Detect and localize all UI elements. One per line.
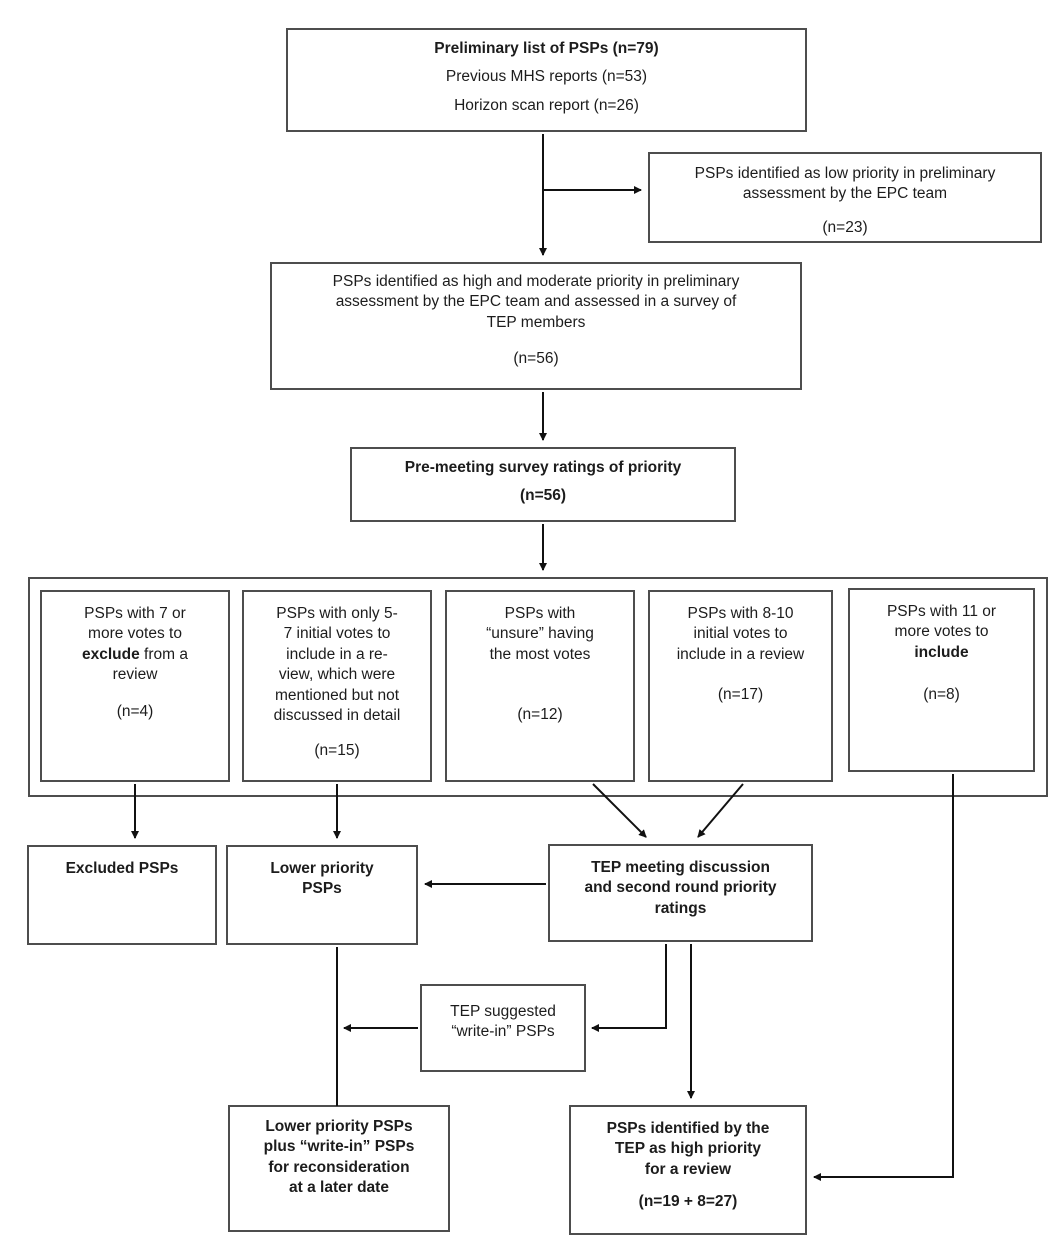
votes-5-7-count: (n=15) (314, 741, 360, 759)
votes-8-10-count: (n=17) (717, 686, 764, 704)
votes-8-10-line1: PSPs with 8-10 (687, 605, 794, 622)
excluded-title: Excluded PSPs (65, 860, 179, 877)
preliminary-source-mhs: Previous MHS reports (n=53) (445, 68, 648, 86)
votes-8-10-line3: include in a review (676, 645, 805, 663)
high-moderate-count: (n=56) (513, 350, 559, 368)
box-excluded-psps (27, 845, 217, 945)
lower-plus-line3: for reconsideration (268, 1158, 410, 1176)
connector-include-to-highpriority (814, 774, 953, 1177)
box-tep-meeting (548, 844, 813, 942)
votes-unsure-line3: the most votes (489, 645, 591, 663)
high-priority-line1: PSPs identified by the (606, 1120, 770, 1137)
preliminary-title: Preliminary list of PSPs (n=79) (434, 40, 659, 57)
high-moderate-text-line1: PSPs identified as high and moderate priority in preliminary (332, 273, 740, 290)
lower-plus-line1: Lower priority PSPs (265, 1118, 413, 1135)
box-premeeting-survey (350, 447, 736, 522)
box-high-moderate-priority (270, 262, 802, 390)
votes-include-line1: PSPs with 11 or (886, 603, 997, 620)
connector-tepmeeting-to-writein (592, 944, 666, 1028)
box-votes-5-7 (242, 590, 432, 782)
high-moderate-text-line2: assessment by the EPC team and assessed in a survey of (335, 293, 737, 311)
tep-meeting-line3: ratings (654, 899, 707, 917)
votes-5-7-line6: discussed in detail (273, 707, 401, 725)
box-lower-priority-psps (226, 845, 418, 945)
box-writein-psps (420, 984, 586, 1072)
box-preliminary-list (286, 28, 807, 132)
lower-priority-line2: PSPs (302, 880, 342, 898)
votes-include-bold-word: include (914, 643, 969, 661)
box-low-priority-epc (648, 152, 1042, 243)
high-priority-line3: for a review (644, 1160, 732, 1178)
votes-5-7-line5: mentioned but not (274, 686, 400, 704)
high-priority-count: (n=19 + 8=27) (638, 1193, 738, 1211)
box-votes-include (848, 588, 1035, 772)
votes-5-7-line3: include in a re- (286, 645, 388, 663)
box-votes-unsure (445, 590, 635, 782)
lower-plus-line2: plus “write-in” PSPs (263, 1138, 415, 1156)
box-lower-priority-plus-writein (228, 1105, 450, 1232)
premeeting-count: (n=56) (519, 487, 567, 505)
tep-meeting-line1: TEP meeting discussion (591, 859, 770, 876)
preliminary-source-horizon: Horizon scan report (n=26) (454, 96, 639, 114)
low-priority-text-line2: assessment by the EPC team (742, 185, 948, 203)
votes-exclude-line2: more votes to (88, 625, 182, 643)
writein-line2: “write-in” PSPs (451, 1023, 555, 1041)
premeeting-title: Pre-meeting survey ratings of priority (404, 459, 682, 476)
box-high-priority-review (569, 1105, 807, 1235)
votes-exclude-bold-word: exclude (82, 645, 140, 663)
votes-include-count: (n=8) (923, 686, 960, 704)
low-priority-count: (n=23) (822, 218, 868, 236)
votes-unsure-count: (n=12) (517, 706, 563, 724)
box-votes-8-10 (648, 590, 833, 782)
votes-exclude-count: (n=4) (116, 702, 154, 720)
votes-exclude-line3 (42, 645, 228, 665)
votes-unsure-line2: “unsure” having (486, 625, 594, 643)
votes-5-7-line4: view, which were (278, 666, 396, 684)
lower-plus-line4: at a later date (289, 1179, 389, 1197)
box-votes-exclude (40, 590, 230, 782)
votes-8-10-line2: initial votes to (693, 625, 788, 643)
votes-exclude-line4: review (112, 666, 158, 684)
low-priority-text-line1: PSPs identified as low priority in preliminary (694, 165, 996, 182)
votes-exclude-line1: PSPs with 7 or (84, 605, 186, 622)
votes-exclude-line3-rest: from a (139, 645, 188, 663)
votes-5-7-line2: 7 initial votes to (283, 625, 391, 643)
votes-unsure-line1: PSPs with (504, 605, 576, 622)
votes-5-7-line1: PSPs with only 5- (276, 605, 398, 622)
votes-include-line2: more votes to (894, 623, 989, 641)
lower-priority-line1: Lower priority (270, 860, 374, 877)
writein-line1: TEP suggested (450, 1003, 556, 1020)
high-moderate-text-line3: TEP members (486, 313, 586, 331)
high-priority-line2: TEP as high priority (614, 1140, 762, 1158)
tep-meeting-line2: and second round priority (584, 879, 777, 897)
